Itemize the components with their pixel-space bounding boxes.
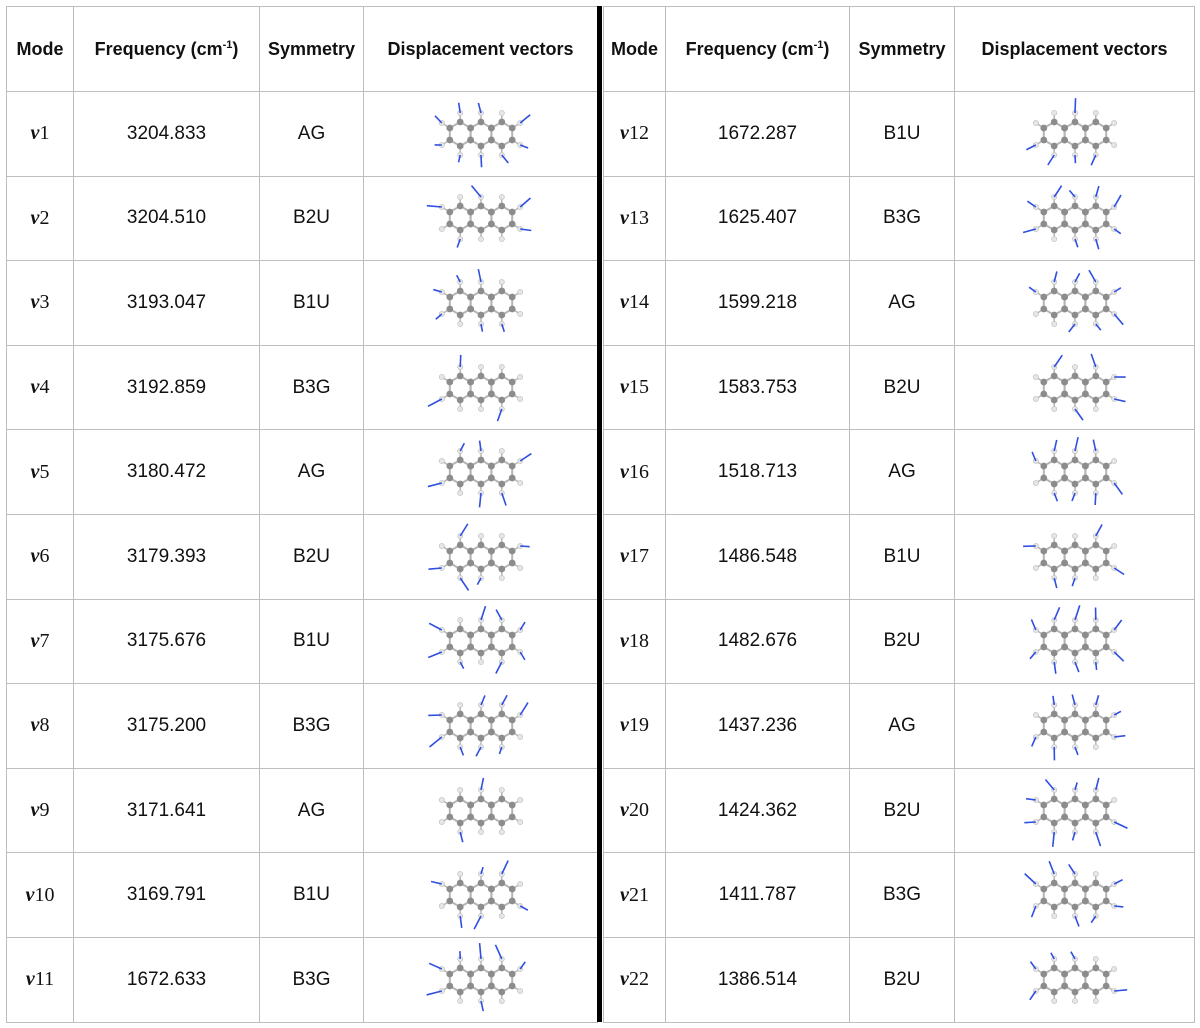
vectors-cell: [364, 684, 598, 769]
mode-number: 15: [628, 376, 649, 399]
mode-cell: [7, 261, 74, 346]
mode-cell: [7, 345, 74, 430]
symmetry-cell: B2U: [260, 514, 364, 599]
frequency-cell: 3179.393: [74, 514, 260, 599]
symmetry-cell: AG: [850, 684, 955, 769]
table-row: [7, 599, 598, 684]
frequency-cell: 1672.633: [74, 937, 260, 1022]
header-symmetry: Symmetry: [260, 7, 364, 92]
mode-number: 5: [39, 460, 50, 483]
vectors-cell: [364, 261, 598, 346]
mode-cell: [7, 514, 74, 599]
molecule-diagram: [995, 434, 1155, 510]
mode-cell: [604, 684, 666, 769]
vectors-cell: [364, 176, 598, 261]
nu-symbol: ν: [30, 206, 40, 229]
molecule-diagram: [401, 603, 561, 679]
mode-number: 10: [34, 883, 55, 906]
nu-symbol: ν: [620, 122, 629, 145]
vectors-cell: [955, 176, 1195, 261]
vectors-cell: [955, 684, 1195, 769]
mode-number: 13: [628, 206, 649, 229]
molecule-diagram: [401, 519, 561, 595]
nu-symbol: ν: [25, 968, 35, 991]
header-mode: Mode: [7, 7, 74, 92]
molecule-diagram: [401, 180, 561, 256]
mode-number: 2: [39, 206, 50, 229]
vectors-cell: [955, 261, 1195, 346]
molecule-diagram: [995, 350, 1155, 426]
molecule-diagram: [995, 688, 1155, 764]
mode-cell: [604, 92, 666, 177]
symmetry-cell: B3G: [260, 345, 364, 430]
header-row: [7, 7, 598, 92]
header-vectors: Displacement vectors: [364, 7, 598, 92]
table-row: [604, 176, 1195, 261]
nu-symbol: ν: [620, 799, 629, 822]
molecule-diagram: [995, 96, 1155, 172]
mode-number: 17: [628, 545, 649, 568]
molecule-diagram: [401, 96, 561, 172]
nu-symbol: ν: [620, 629, 629, 652]
nu-symbol: ν: [30, 714, 40, 737]
frequency-cell: 3192.859: [74, 345, 260, 430]
table-row: [604, 430, 1195, 515]
nu-symbol: ν: [620, 460, 629, 483]
frequency-cell: 1386.514: [666, 937, 850, 1022]
mode-cell: [604, 937, 666, 1022]
mode-number: 21: [628, 883, 649, 906]
frequency-cell: 1437.236: [666, 684, 850, 769]
header-row: [604, 7, 1195, 92]
table-row: [7, 768, 598, 853]
nu-symbol: ν: [30, 629, 40, 652]
symmetry-cell: AG: [260, 92, 364, 177]
vectors-cell: [364, 768, 598, 853]
mode-cell: [7, 430, 74, 515]
mode-cell: [604, 176, 666, 261]
table-row: [604, 684, 1195, 769]
symmetry-cell: B1U: [260, 261, 364, 346]
header-frequency: Frequency $(cm^{-1})$: [666, 7, 850, 92]
molecule-diagram: [995, 265, 1155, 341]
mode-cell: [604, 514, 666, 599]
frequency-cell: 1424.362: [666, 768, 850, 853]
molecule-diagram: [401, 942, 561, 1018]
mode-number: 22: [628, 968, 649, 991]
nu-symbol: ν: [620, 291, 629, 314]
nu-symbol: ν: [30, 376, 40, 399]
molecule-diagram: [401, 350, 561, 426]
mode-number: 19: [628, 714, 649, 737]
frequency-cell: 3171.641: [74, 768, 260, 853]
mode-number: 11: [34, 968, 55, 991]
frequency-cell: 1482.676: [666, 599, 850, 684]
molecule-diagram: [401, 857, 561, 933]
frequency-cell: 1599.218: [666, 261, 850, 346]
mode-cell: [604, 853, 666, 938]
mode-cell: [7, 937, 74, 1022]
frequency-cell: 3180.472: [74, 430, 260, 515]
vectors-cell: [364, 937, 598, 1022]
molecule-diagram: [995, 603, 1155, 679]
table-row: [7, 684, 598, 769]
frequency-cell: 3204.833: [74, 92, 260, 177]
nu-symbol: ν: [620, 545, 629, 568]
nu-symbol: ν: [30, 291, 40, 314]
table-row: [7, 853, 598, 938]
vectors-cell: [955, 853, 1195, 938]
vectors-cell: [364, 92, 598, 177]
symmetry-cell: B2U: [850, 937, 955, 1022]
symmetry-cell: B1U: [850, 514, 955, 599]
molecule-diagram: [995, 180, 1155, 256]
vibrational-modes-table: [6, 6, 1194, 1022]
mode-number: 3: [39, 291, 50, 314]
mode-number: 18: [628, 629, 649, 652]
symmetry-cell: B2U: [850, 345, 955, 430]
vectors-cell: [955, 768, 1195, 853]
vectors-cell: [955, 599, 1195, 684]
table-row: [7, 345, 598, 430]
mode-number: 1: [39, 122, 50, 145]
nu-symbol: ν: [620, 714, 629, 737]
molecule-diagram: [995, 857, 1155, 933]
molecule-diagram: [401, 434, 561, 510]
table-row: [604, 92, 1195, 177]
table-left: [6, 6, 598, 1023]
frequency-cell: 1625.407: [666, 176, 850, 261]
header-vectors: Displacement vectors: [955, 7, 1195, 92]
table-row: [604, 853, 1195, 938]
mode-number: 7: [39, 629, 50, 652]
symmetry-cell: AG: [260, 768, 364, 853]
frequency-cell: 1486.548: [666, 514, 850, 599]
molecule-diagram: [995, 942, 1155, 1018]
nu-symbol: ν: [30, 799, 40, 822]
mode-number: 6: [39, 545, 50, 568]
frequency-cell: 1518.713: [666, 430, 850, 515]
vectors-cell: [364, 599, 598, 684]
nu-symbol: ν: [620, 883, 629, 906]
vectors-cell: [955, 514, 1195, 599]
table-row: [7, 92, 598, 177]
symmetry-cell: AG: [260, 430, 364, 515]
molecule-diagram: [401, 773, 561, 849]
table-row: [7, 937, 598, 1022]
table-right: [603, 6, 1195, 1023]
vectors-cell: [955, 937, 1195, 1022]
symmetry-cell: B2U: [260, 176, 364, 261]
nu-symbol: ν: [30, 122, 40, 145]
molecule-diagram: [401, 688, 561, 764]
mode-number: 16: [628, 460, 649, 483]
mode-cell: [7, 853, 74, 938]
nu-symbol: ν: [620, 206, 629, 229]
table-row: [7, 430, 598, 515]
mode-cell: [604, 261, 666, 346]
mode-cell: [7, 92, 74, 177]
table-row: [7, 261, 598, 346]
frequency-cell: 1672.287: [666, 92, 850, 177]
table-row: [7, 514, 598, 599]
symmetry-cell: B3G: [850, 853, 955, 938]
mode-cell: [604, 599, 666, 684]
table-row: [604, 514, 1195, 599]
table-row: [604, 345, 1195, 430]
nu-symbol: ν: [620, 376, 629, 399]
molecule-diagram: [401, 265, 561, 341]
mode-cell: [604, 345, 666, 430]
vectors-cell: [955, 92, 1195, 177]
mode-cell: [604, 430, 666, 515]
frequency-cell: 3204.510: [74, 176, 260, 261]
symmetry-cell: B2U: [850, 768, 955, 853]
symmetry-cell: AG: [850, 430, 955, 515]
mode-cell: [7, 599, 74, 684]
frequency-cell: 1411.787: [666, 853, 850, 938]
mode-cell: [7, 684, 74, 769]
symmetry-cell: B3G: [260, 937, 364, 1022]
header-frequency: Frequency $(cm^{-1})$: [74, 7, 260, 92]
symmetry-cell: B3G: [260, 684, 364, 769]
mode-cell: [7, 176, 74, 261]
frequency-cell: 1583.753: [666, 345, 850, 430]
symmetry-cell: B3G: [850, 176, 955, 261]
molecule-diagram: [995, 773, 1155, 849]
mode-number: 4: [39, 376, 50, 399]
symmetry-cell: B1U: [260, 599, 364, 684]
header-mode: Mode: [604, 7, 666, 92]
mode-number: 9: [39, 799, 50, 822]
nu-symbol: ν: [620, 968, 629, 991]
mode-number: 8: [39, 714, 50, 737]
table-row: [604, 261, 1195, 346]
symmetry-cell: AG: [850, 261, 955, 346]
mode-number: 12: [628, 122, 649, 145]
molecule-diagram: [995, 519, 1155, 595]
frequency-cell: 3193.047: [74, 261, 260, 346]
column-divider: [597, 6, 602, 1022]
vectors-cell: [364, 853, 598, 938]
symmetry-cell: B1U: [260, 853, 364, 938]
vectors-cell: [955, 345, 1195, 430]
vectors-cell: [364, 345, 598, 430]
table-row: [604, 937, 1195, 1022]
mode-cell: [7, 768, 74, 853]
frequency-cell: 3175.676: [74, 599, 260, 684]
mode-number: 20: [628, 799, 649, 822]
vectors-cell: [364, 514, 598, 599]
symmetry-cell: B2U: [850, 599, 955, 684]
nu-symbol: ν: [30, 460, 40, 483]
mode-number: 14: [628, 291, 649, 314]
table-row: [604, 599, 1195, 684]
header-symmetry: Symmetry: [850, 7, 955, 92]
frequency-cell: 3175.200: [74, 684, 260, 769]
vectors-cell: [955, 430, 1195, 515]
table-row: [604, 768, 1195, 853]
mode-cell: [604, 768, 666, 853]
symmetry-cell: B1U: [850, 92, 955, 177]
nu-symbol: ν: [30, 545, 40, 568]
frequency-cell: 3169.791: [74, 853, 260, 938]
table-row: [7, 176, 598, 261]
nu-symbol: ν: [25, 883, 35, 906]
vectors-cell: [364, 430, 598, 515]
